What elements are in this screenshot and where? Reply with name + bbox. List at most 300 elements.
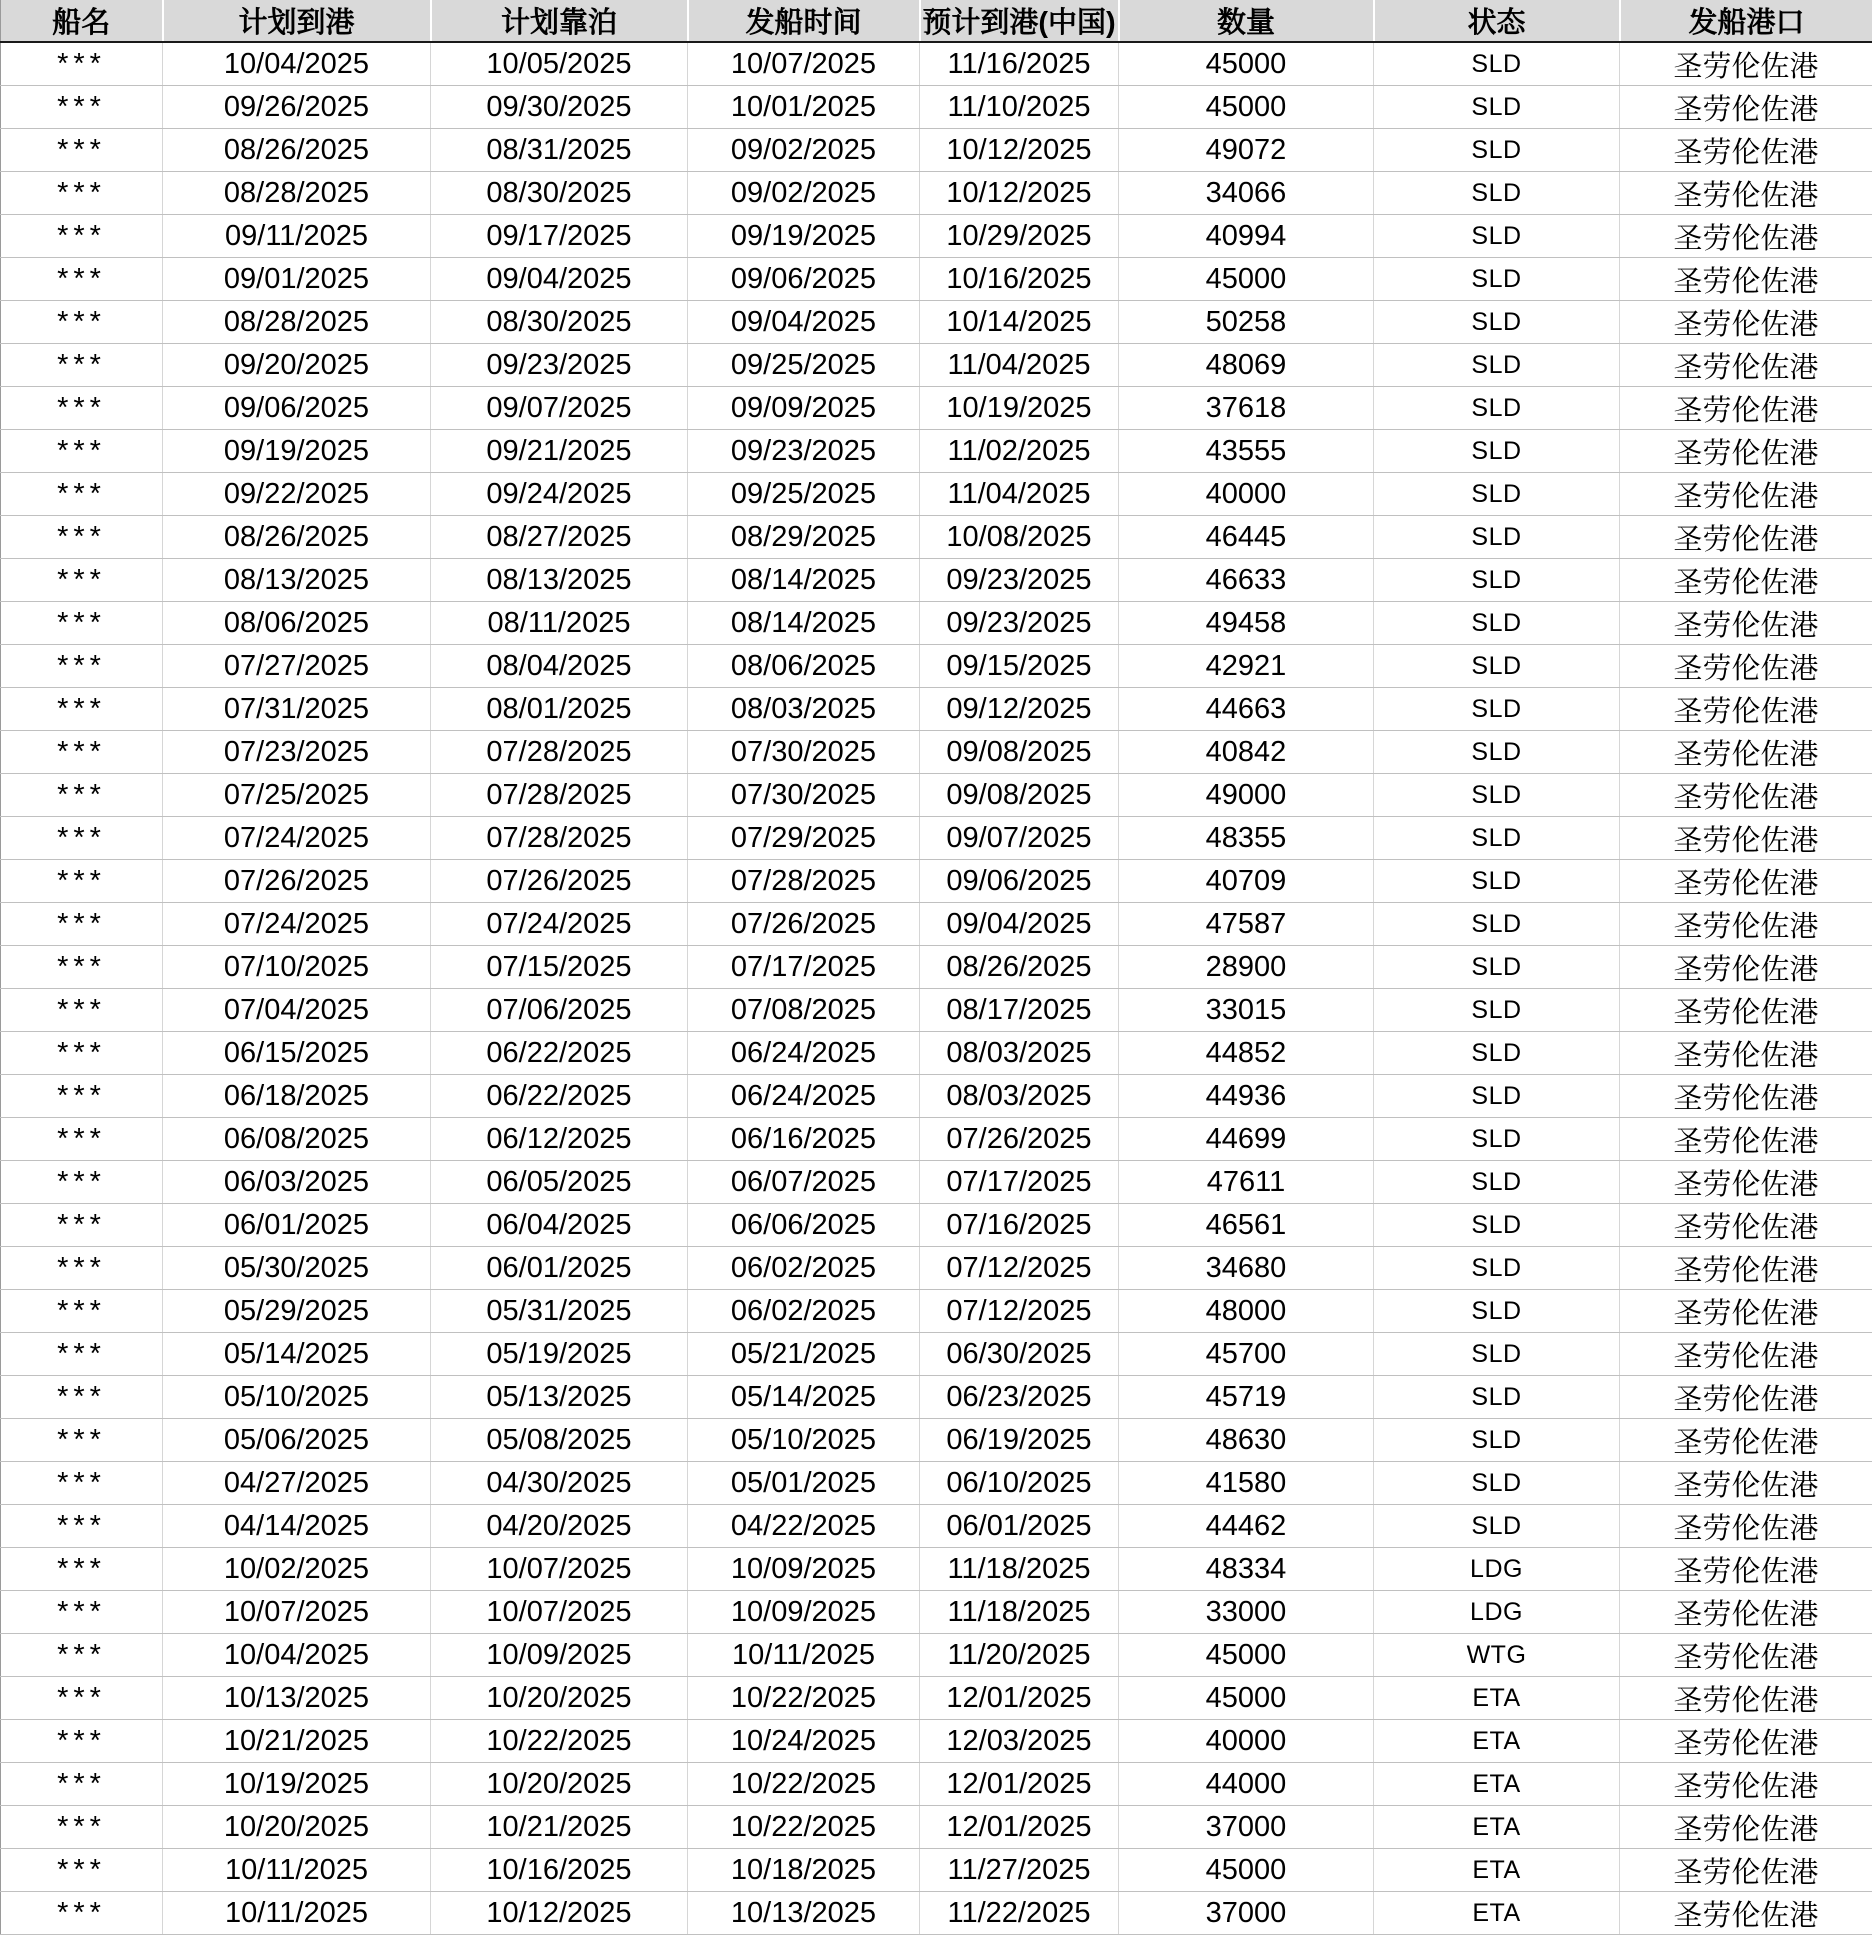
cell-ship[interactable]: *** bbox=[1, 1290, 163, 1333]
cell-ship[interactable]: *** bbox=[1, 258, 163, 301]
cell-ship[interactable]: *** bbox=[1, 1634, 163, 1677]
cell-planned-arrival[interactable]: 10/11/2025 bbox=[163, 1849, 431, 1892]
cell-departure-time[interactable]: 08/06/2025 bbox=[688, 645, 920, 688]
cell-departure-port[interactable]: 圣劳伦佐港 bbox=[1620, 1075, 1872, 1118]
cell-status[interactable]: LDG bbox=[1374, 1591, 1620, 1634]
cell-planned-berth[interactable]: 06/01/2025 bbox=[431, 1247, 688, 1290]
cell-eta-china[interactable]: 11/10/2025 bbox=[920, 86, 1119, 129]
cell-ship[interactable]: *** bbox=[1, 1591, 163, 1634]
cell-status[interactable]: SLD bbox=[1374, 473, 1620, 516]
cell-status[interactable]: SLD bbox=[1374, 516, 1620, 559]
cell-planned-berth[interactable]: 08/11/2025 bbox=[431, 602, 688, 645]
cell-ship[interactable]: *** bbox=[1, 430, 163, 473]
cell-planned-berth[interactable]: 08/31/2025 bbox=[431, 129, 688, 172]
cell-departure-port[interactable]: 圣劳伦佐港 bbox=[1620, 774, 1872, 817]
cell-quantity[interactable]: 46445 bbox=[1119, 516, 1374, 559]
cell-ship[interactable]: *** bbox=[1, 344, 163, 387]
cell-status[interactable]: SLD bbox=[1374, 172, 1620, 215]
cell-planned-arrival[interactable]: 08/28/2025 bbox=[163, 172, 431, 215]
cell-departure-port[interactable]: 圣劳伦佐港 bbox=[1620, 86, 1872, 129]
cell-departure-time[interactable]: 09/25/2025 bbox=[688, 473, 920, 516]
cell-quantity[interactable]: 34066 bbox=[1119, 172, 1374, 215]
col-header-ship[interactable]: 船名 bbox=[1, 0, 163, 42]
cell-departure-port[interactable]: 圣劳伦佐港 bbox=[1620, 1118, 1872, 1161]
cell-planned-berth[interactable]: 09/30/2025 bbox=[431, 86, 688, 129]
cell-planned-arrival[interactable]: 10/11/2025 bbox=[163, 1892, 431, 1935]
cell-ship[interactable]: *** bbox=[1, 301, 163, 344]
cell-quantity[interactable]: 40994 bbox=[1119, 215, 1374, 258]
cell-planned-arrival[interactable]: 05/30/2025 bbox=[163, 1247, 431, 1290]
cell-ship[interactable]: *** bbox=[1, 1806, 163, 1849]
cell-ship[interactable]: *** bbox=[1, 1204, 163, 1247]
cell-quantity[interactable]: 47611 bbox=[1119, 1161, 1374, 1204]
cell-planned-arrival[interactable]: 07/27/2025 bbox=[163, 645, 431, 688]
cell-quantity[interactable]: 40000 bbox=[1119, 473, 1374, 516]
cell-status[interactable]: SLD bbox=[1374, 430, 1620, 473]
cell-departure-time[interactable]: 09/19/2025 bbox=[688, 215, 920, 258]
cell-eta-china[interactable]: 12/01/2025 bbox=[920, 1763, 1119, 1806]
cell-status[interactable]: SLD bbox=[1374, 344, 1620, 387]
cell-eta-china[interactable]: 07/17/2025 bbox=[920, 1161, 1119, 1204]
cell-planned-berth[interactable]: 09/21/2025 bbox=[431, 430, 688, 473]
cell-planned-berth[interactable]: 08/30/2025 bbox=[431, 172, 688, 215]
cell-departure-port[interactable]: 圣劳伦佐港 bbox=[1620, 1333, 1872, 1376]
cell-ship[interactable]: *** bbox=[1, 817, 163, 860]
cell-departure-port[interactable]: 圣劳伦佐港 bbox=[1620, 258, 1872, 301]
cell-quantity[interactable]: 46561 bbox=[1119, 1204, 1374, 1247]
cell-planned-berth[interactable]: 06/04/2025 bbox=[431, 1204, 688, 1247]
cell-departure-port[interactable]: 圣劳伦佐港 bbox=[1620, 301, 1872, 344]
cell-eta-china[interactable]: 11/20/2025 bbox=[920, 1634, 1119, 1677]
cell-eta-china[interactable]: 12/01/2025 bbox=[920, 1806, 1119, 1849]
cell-status[interactable]: SLD bbox=[1374, 215, 1620, 258]
cell-quantity[interactable]: 48000 bbox=[1119, 1290, 1374, 1333]
cell-departure-time[interactable]: 05/21/2025 bbox=[688, 1333, 920, 1376]
cell-eta-china[interactable]: 08/26/2025 bbox=[920, 946, 1119, 989]
cell-planned-berth[interactable]: 04/20/2025 bbox=[431, 1505, 688, 1548]
cell-ship[interactable]: *** bbox=[1, 946, 163, 989]
cell-departure-port[interactable]: 圣劳伦佐港 bbox=[1620, 817, 1872, 860]
cell-planned-berth[interactable]: 10/09/2025 bbox=[431, 1634, 688, 1677]
cell-planned-berth[interactable]: 08/13/2025 bbox=[431, 559, 688, 602]
cell-planned-berth[interactable]: 05/31/2025 bbox=[431, 1290, 688, 1333]
cell-quantity[interactable]: 44852 bbox=[1119, 1032, 1374, 1075]
cell-ship[interactable]: *** bbox=[1, 1763, 163, 1806]
cell-ship[interactable]: *** bbox=[1, 860, 163, 903]
cell-planned-arrival[interactable]: 07/24/2025 bbox=[163, 817, 431, 860]
cell-ship[interactable]: *** bbox=[1, 1505, 163, 1548]
cell-departure-time[interactable]: 10/22/2025 bbox=[688, 1763, 920, 1806]
cell-departure-time[interactable]: 09/25/2025 bbox=[688, 344, 920, 387]
cell-planned-berth[interactable]: 05/13/2025 bbox=[431, 1376, 688, 1419]
cell-ship[interactable]: *** bbox=[1, 172, 163, 215]
cell-quantity[interactable]: 45000 bbox=[1119, 86, 1374, 129]
cell-planned-arrival[interactable]: 05/14/2025 bbox=[163, 1333, 431, 1376]
cell-ship[interactable]: *** bbox=[1, 989, 163, 1032]
cell-status[interactable]: ETA bbox=[1374, 1677, 1620, 1720]
col-header-departure-time[interactable]: 发船时间 bbox=[688, 0, 920, 42]
cell-planned-arrival[interactable]: 10/13/2025 bbox=[163, 1677, 431, 1720]
cell-ship[interactable]: *** bbox=[1, 1333, 163, 1376]
cell-departure-port[interactable]: 圣劳伦佐港 bbox=[1620, 172, 1872, 215]
cell-ship[interactable]: *** bbox=[1, 1376, 163, 1419]
cell-departure-time[interactable]: 05/01/2025 bbox=[688, 1462, 920, 1505]
cell-departure-time[interactable]: 07/08/2025 bbox=[688, 989, 920, 1032]
cell-quantity[interactable]: 45000 bbox=[1119, 1677, 1374, 1720]
cell-eta-china[interactable]: 10/29/2025 bbox=[920, 215, 1119, 258]
cell-planned-berth[interactable]: 08/30/2025 bbox=[431, 301, 688, 344]
cell-status[interactable]: SLD bbox=[1374, 1419, 1620, 1462]
cell-ship[interactable]: *** bbox=[1, 1462, 163, 1505]
cell-eta-china[interactable]: 09/06/2025 bbox=[920, 860, 1119, 903]
cell-departure-time[interactable]: 10/22/2025 bbox=[688, 1806, 920, 1849]
cell-planned-arrival[interactable]: 09/06/2025 bbox=[163, 387, 431, 430]
cell-eta-china[interactable]: 12/01/2025 bbox=[920, 1677, 1119, 1720]
cell-planned-arrival[interactable]: 08/26/2025 bbox=[163, 516, 431, 559]
cell-quantity[interactable]: 45000 bbox=[1119, 42, 1374, 86]
cell-eta-china[interactable]: 11/16/2025 bbox=[920, 42, 1119, 86]
cell-departure-time[interactable]: 09/02/2025 bbox=[688, 129, 920, 172]
cell-departure-port[interactable]: 圣劳伦佐港 bbox=[1620, 1032, 1872, 1075]
cell-departure-time[interactable]: 07/30/2025 bbox=[688, 731, 920, 774]
cell-status[interactable]: SLD bbox=[1374, 860, 1620, 903]
cell-departure-port[interactable]: 圣劳伦佐港 bbox=[1620, 688, 1872, 731]
cell-ship[interactable]: *** bbox=[1, 1720, 163, 1763]
cell-eta-china[interactable]: 09/23/2025 bbox=[920, 602, 1119, 645]
cell-planned-berth[interactable]: 06/22/2025 bbox=[431, 1075, 688, 1118]
cell-eta-china[interactable]: 09/12/2025 bbox=[920, 688, 1119, 731]
cell-ship[interactable]: *** bbox=[1, 42, 163, 86]
cell-planned-arrival[interactable]: 04/14/2025 bbox=[163, 1505, 431, 1548]
cell-departure-port[interactable]: 圣劳伦佐港 bbox=[1620, 1892, 1872, 1935]
cell-planned-arrival[interactable]: 04/27/2025 bbox=[163, 1462, 431, 1505]
cell-status[interactable]: SLD bbox=[1374, 903, 1620, 946]
cell-ship[interactable]: *** bbox=[1, 602, 163, 645]
cell-departure-port[interactable]: 圣劳伦佐港 bbox=[1620, 1634, 1872, 1677]
cell-status[interactable]: SLD bbox=[1374, 989, 1620, 1032]
cell-planned-berth[interactable]: 10/12/2025 bbox=[431, 1892, 688, 1935]
cell-ship[interactable]: *** bbox=[1, 129, 163, 172]
cell-eta-china[interactable]: 08/17/2025 bbox=[920, 989, 1119, 1032]
cell-departure-port[interactable]: 圣劳伦佐港 bbox=[1620, 1548, 1872, 1591]
cell-departure-port[interactable]: 圣劳伦佐港 bbox=[1620, 1247, 1872, 1290]
cell-planned-berth[interactable]: 07/28/2025 bbox=[431, 731, 688, 774]
cell-departure-port[interactable]: 圣劳伦佐港 bbox=[1620, 1806, 1872, 1849]
cell-status[interactable]: SLD bbox=[1374, 559, 1620, 602]
cell-ship[interactable]: *** bbox=[1, 215, 163, 258]
cell-quantity[interactable]: 48334 bbox=[1119, 1548, 1374, 1591]
cell-eta-china[interactable]: 06/10/2025 bbox=[920, 1462, 1119, 1505]
cell-departure-time[interactable]: 10/07/2025 bbox=[688, 42, 920, 86]
cell-ship[interactable]: *** bbox=[1, 1548, 163, 1591]
cell-departure-time[interactable]: 06/16/2025 bbox=[688, 1118, 920, 1161]
cell-quantity[interactable]: 28900 bbox=[1119, 946, 1374, 989]
cell-departure-time[interactable]: 09/23/2025 bbox=[688, 430, 920, 473]
cell-quantity[interactable]: 48069 bbox=[1119, 344, 1374, 387]
cell-status[interactable]: SLD bbox=[1374, 602, 1620, 645]
cell-ship[interactable]: *** bbox=[1, 1677, 163, 1720]
cell-planned-berth[interactable]: 10/05/2025 bbox=[431, 42, 688, 86]
cell-quantity[interactable]: 46633 bbox=[1119, 559, 1374, 602]
cell-ship[interactable]: *** bbox=[1, 516, 163, 559]
cell-planned-berth[interactable]: 05/19/2025 bbox=[431, 1333, 688, 1376]
cell-eta-china[interactable]: 10/08/2025 bbox=[920, 516, 1119, 559]
cell-departure-time[interactable]: 10/01/2025 bbox=[688, 86, 920, 129]
col-header-planned-berth[interactable]: 计划靠泊 bbox=[431, 0, 688, 42]
cell-status[interactable]: SLD bbox=[1374, 387, 1620, 430]
cell-departure-port[interactable]: 圣劳伦佐港 bbox=[1620, 1677, 1872, 1720]
cell-quantity[interactable]: 45000 bbox=[1119, 1634, 1374, 1677]
cell-ship[interactable]: *** bbox=[1, 559, 163, 602]
cell-departure-port[interactable]: 圣劳伦佐港 bbox=[1620, 1505, 1872, 1548]
cell-eta-china[interactable]: 11/18/2025 bbox=[920, 1591, 1119, 1634]
cell-quantity[interactable]: 44699 bbox=[1119, 1118, 1374, 1161]
cell-departure-time[interactable]: 08/14/2025 bbox=[688, 559, 920, 602]
cell-status[interactable]: SLD bbox=[1374, 301, 1620, 344]
cell-eta-china[interactable]: 08/03/2025 bbox=[920, 1075, 1119, 1118]
cell-quantity[interactable]: 49458 bbox=[1119, 602, 1374, 645]
cell-planned-arrival[interactable]: 07/23/2025 bbox=[163, 731, 431, 774]
cell-eta-china[interactable]: 11/22/2025 bbox=[920, 1892, 1119, 1935]
cell-status[interactable]: SLD bbox=[1374, 688, 1620, 731]
cell-status[interactable]: SLD bbox=[1374, 1075, 1620, 1118]
cell-planned-arrival[interactable]: 05/06/2025 bbox=[163, 1419, 431, 1462]
cell-departure-time[interactable]: 04/22/2025 bbox=[688, 1505, 920, 1548]
cell-eta-china[interactable]: 07/12/2025 bbox=[920, 1247, 1119, 1290]
cell-status[interactable]: SLD bbox=[1374, 817, 1620, 860]
cell-status[interactable]: SLD bbox=[1374, 645, 1620, 688]
cell-planned-berth[interactable]: 07/15/2025 bbox=[431, 946, 688, 989]
cell-eta-china[interactable]: 11/04/2025 bbox=[920, 473, 1119, 516]
cell-quantity[interactable]: 45000 bbox=[1119, 1849, 1374, 1892]
cell-status[interactable]: SLD bbox=[1374, 42, 1620, 86]
cell-planned-arrival[interactable]: 08/06/2025 bbox=[163, 602, 431, 645]
cell-eta-china[interactable]: 11/27/2025 bbox=[920, 1849, 1119, 1892]
cell-departure-time[interactable]: 07/26/2025 bbox=[688, 903, 920, 946]
cell-ship[interactable]: *** bbox=[1, 774, 163, 817]
cell-planned-berth[interactable]: 09/17/2025 bbox=[431, 215, 688, 258]
cell-planned-arrival[interactable]: 10/21/2025 bbox=[163, 1720, 431, 1763]
cell-status[interactable]: SLD bbox=[1374, 1118, 1620, 1161]
col-header-eta-china[interactable]: 预计到港(中国) bbox=[920, 0, 1119, 42]
cell-eta-china[interactable]: 10/19/2025 bbox=[920, 387, 1119, 430]
cell-departure-port[interactable]: 圣劳伦佐港 bbox=[1620, 42, 1872, 86]
cell-quantity[interactable]: 37000 bbox=[1119, 1806, 1374, 1849]
cell-departure-time[interactable]: 08/14/2025 bbox=[688, 602, 920, 645]
cell-quantity[interactable]: 42921 bbox=[1119, 645, 1374, 688]
cell-departure-time[interactable]: 07/30/2025 bbox=[688, 774, 920, 817]
cell-planned-arrival[interactable]: 06/15/2025 bbox=[163, 1032, 431, 1075]
cell-status[interactable]: SLD bbox=[1374, 258, 1620, 301]
cell-planned-arrival[interactable]: 10/02/2025 bbox=[163, 1548, 431, 1591]
cell-ship[interactable]: *** bbox=[1, 688, 163, 731]
cell-planned-arrival[interactable]: 07/25/2025 bbox=[163, 774, 431, 817]
cell-departure-port[interactable]: 圣劳伦佐港 bbox=[1620, 1849, 1872, 1892]
cell-eta-china[interactable]: 09/04/2025 bbox=[920, 903, 1119, 946]
cell-departure-time[interactable]: 10/13/2025 bbox=[688, 1892, 920, 1935]
cell-quantity[interactable]: 40709 bbox=[1119, 860, 1374, 903]
cell-eta-china[interactable]: 10/12/2025 bbox=[920, 172, 1119, 215]
cell-departure-time[interactable]: 06/02/2025 bbox=[688, 1247, 920, 1290]
cell-status[interactable]: SLD bbox=[1374, 774, 1620, 817]
cell-departure-time[interactable]: 10/18/2025 bbox=[688, 1849, 920, 1892]
cell-ship[interactable]: *** bbox=[1, 1118, 163, 1161]
cell-planned-arrival[interactable]: 10/19/2025 bbox=[163, 1763, 431, 1806]
cell-eta-china[interactable]: 11/02/2025 bbox=[920, 430, 1119, 473]
cell-planned-berth[interactable]: 09/07/2025 bbox=[431, 387, 688, 430]
cell-departure-time[interactable]: 06/24/2025 bbox=[688, 1032, 920, 1075]
cell-departure-port[interactable]: 圣劳伦佐港 bbox=[1620, 215, 1872, 258]
cell-status[interactable]: WTG bbox=[1374, 1634, 1620, 1677]
cell-eta-china[interactable]: 10/12/2025 bbox=[920, 129, 1119, 172]
cell-departure-port[interactable]: 圣劳伦佐港 bbox=[1620, 1376, 1872, 1419]
cell-planned-arrival[interactable]: 07/26/2025 bbox=[163, 860, 431, 903]
cell-planned-berth[interactable]: 06/12/2025 bbox=[431, 1118, 688, 1161]
cell-departure-time[interactable]: 05/14/2025 bbox=[688, 1376, 920, 1419]
cell-ship[interactable]: *** bbox=[1, 645, 163, 688]
cell-planned-arrival[interactable]: 10/20/2025 bbox=[163, 1806, 431, 1849]
cell-planned-berth[interactable]: 04/30/2025 bbox=[431, 1462, 688, 1505]
cell-planned-arrival[interactable]: 07/24/2025 bbox=[163, 903, 431, 946]
cell-eta-china[interactable]: 06/01/2025 bbox=[920, 1505, 1119, 1548]
cell-quantity[interactable]: 44936 bbox=[1119, 1075, 1374, 1118]
cell-ship[interactable]: *** bbox=[1, 903, 163, 946]
cell-eta-china[interactable]: 06/19/2025 bbox=[920, 1419, 1119, 1462]
cell-planned-berth[interactable]: 10/07/2025 bbox=[431, 1548, 688, 1591]
cell-status[interactable]: SLD bbox=[1374, 86, 1620, 129]
cell-quantity[interactable]: 48630 bbox=[1119, 1419, 1374, 1462]
cell-quantity[interactable]: 40842 bbox=[1119, 731, 1374, 774]
cell-quantity[interactable]: 44663 bbox=[1119, 688, 1374, 731]
cell-departure-port[interactable]: 圣劳伦佐港 bbox=[1620, 989, 1872, 1032]
cell-departure-port[interactable]: 圣劳伦佐港 bbox=[1620, 602, 1872, 645]
cell-departure-port[interactable]: 圣劳伦佐港 bbox=[1620, 903, 1872, 946]
cell-departure-port[interactable]: 圣劳伦佐港 bbox=[1620, 1204, 1872, 1247]
cell-status[interactable]: SLD bbox=[1374, 1161, 1620, 1204]
cell-planned-arrival[interactable]: 09/19/2025 bbox=[163, 430, 431, 473]
cell-departure-port[interactable]: 圣劳伦佐港 bbox=[1620, 387, 1872, 430]
cell-departure-port[interactable]: 圣劳伦佐港 bbox=[1620, 860, 1872, 903]
cell-departure-time[interactable]: 06/24/2025 bbox=[688, 1075, 920, 1118]
cell-eta-china[interactable]: 09/15/2025 bbox=[920, 645, 1119, 688]
cell-departure-time[interactable]: 06/02/2025 bbox=[688, 1290, 920, 1333]
cell-departure-port[interactable]: 圣劳伦佐港 bbox=[1620, 516, 1872, 559]
cell-planned-berth[interactable]: 10/16/2025 bbox=[431, 1849, 688, 1892]
cell-departure-port[interactable]: 圣劳伦佐港 bbox=[1620, 430, 1872, 473]
cell-departure-port[interactable]: 圣劳伦佐港 bbox=[1620, 946, 1872, 989]
cell-status[interactable]: ETA bbox=[1374, 1892, 1620, 1935]
cell-ship[interactable]: *** bbox=[1, 1161, 163, 1204]
cell-planned-berth[interactable]: 07/28/2025 bbox=[431, 774, 688, 817]
cell-planned-arrival[interactable]: 10/04/2025 bbox=[163, 1634, 431, 1677]
cell-ship[interactable]: *** bbox=[1, 1419, 163, 1462]
cell-status[interactable]: SLD bbox=[1374, 1247, 1620, 1290]
cell-ship[interactable]: *** bbox=[1, 86, 163, 129]
cell-status[interactable]: ETA bbox=[1374, 1720, 1620, 1763]
cell-planned-arrival[interactable]: 09/26/2025 bbox=[163, 86, 431, 129]
cell-departure-port[interactable]: 圣劳伦佐港 bbox=[1620, 731, 1872, 774]
cell-planned-berth[interactable]: 09/23/2025 bbox=[431, 344, 688, 387]
cell-departure-time[interactable]: 09/09/2025 bbox=[688, 387, 920, 430]
cell-eta-china[interactable]: 06/23/2025 bbox=[920, 1376, 1119, 1419]
cell-ship[interactable]: *** bbox=[1, 387, 163, 430]
cell-ship[interactable]: *** bbox=[1, 1247, 163, 1290]
cell-departure-time[interactable]: 09/04/2025 bbox=[688, 301, 920, 344]
cell-planned-berth[interactable]: 05/08/2025 bbox=[431, 1419, 688, 1462]
cell-eta-china[interactable]: 09/23/2025 bbox=[920, 559, 1119, 602]
cell-planned-arrival[interactable]: 06/08/2025 bbox=[163, 1118, 431, 1161]
cell-quantity[interactable]: 33000 bbox=[1119, 1591, 1374, 1634]
cell-departure-port[interactable]: 圣劳伦佐港 bbox=[1620, 559, 1872, 602]
col-header-planned-arrival[interactable]: 计划到港 bbox=[163, 0, 431, 42]
cell-quantity[interactable]: 41580 bbox=[1119, 1462, 1374, 1505]
cell-planned-berth[interactable]: 09/24/2025 bbox=[431, 473, 688, 516]
cell-departure-time[interactable]: 08/29/2025 bbox=[688, 516, 920, 559]
cell-departure-time[interactable]: 08/03/2025 bbox=[688, 688, 920, 731]
cell-departure-time[interactable]: 10/11/2025 bbox=[688, 1634, 920, 1677]
cell-departure-port[interactable]: 圣劳伦佐港 bbox=[1620, 1462, 1872, 1505]
cell-eta-china[interactable]: 09/08/2025 bbox=[920, 731, 1119, 774]
cell-departure-port[interactable]: 圣劳伦佐港 bbox=[1620, 1763, 1872, 1806]
cell-departure-time[interactable]: 07/17/2025 bbox=[688, 946, 920, 989]
cell-status[interactable]: SLD bbox=[1374, 1204, 1620, 1247]
cell-quantity[interactable]: 44462 bbox=[1119, 1505, 1374, 1548]
cell-status[interactable]: ETA bbox=[1374, 1849, 1620, 1892]
cell-planned-berth[interactable]: 10/20/2025 bbox=[431, 1677, 688, 1720]
cell-status[interactable]: SLD bbox=[1374, 129, 1620, 172]
cell-planned-berth[interactable]: 08/01/2025 bbox=[431, 688, 688, 731]
cell-ship[interactable]: *** bbox=[1, 731, 163, 774]
cell-planned-berth[interactable]: 10/20/2025 bbox=[431, 1763, 688, 1806]
cell-status[interactable]: ETA bbox=[1374, 1763, 1620, 1806]
cell-departure-time[interactable]: 06/07/2025 bbox=[688, 1161, 920, 1204]
cell-eta-china[interactable]: 07/12/2025 bbox=[920, 1290, 1119, 1333]
cell-departure-time[interactable]: 10/22/2025 bbox=[688, 1677, 920, 1720]
cell-departure-time[interactable]: 10/24/2025 bbox=[688, 1720, 920, 1763]
cell-departure-time[interactable]: 07/29/2025 bbox=[688, 817, 920, 860]
cell-departure-time[interactable]: 10/09/2025 bbox=[688, 1548, 920, 1591]
cell-quantity[interactable]: 33015 bbox=[1119, 989, 1374, 1032]
cell-planned-berth[interactable]: 07/26/2025 bbox=[431, 860, 688, 903]
cell-quantity[interactable]: 43555 bbox=[1119, 430, 1374, 473]
cell-status[interactable]: SLD bbox=[1374, 1290, 1620, 1333]
cell-quantity[interactable]: 45700 bbox=[1119, 1333, 1374, 1376]
cell-planned-arrival[interactable]: 08/26/2025 bbox=[163, 129, 431, 172]
cell-planned-berth[interactable]: 07/28/2025 bbox=[431, 817, 688, 860]
cell-departure-time[interactable]: 09/02/2025 bbox=[688, 172, 920, 215]
cell-quantity[interactable]: 45000 bbox=[1119, 258, 1374, 301]
cell-planned-arrival[interactable]: 10/04/2025 bbox=[163, 42, 431, 86]
cell-planned-berth[interactable]: 07/24/2025 bbox=[431, 903, 688, 946]
cell-departure-time[interactable]: 10/09/2025 bbox=[688, 1591, 920, 1634]
cell-planned-berth[interactable]: 10/22/2025 bbox=[431, 1720, 688, 1763]
cell-planned-berth[interactable]: 06/22/2025 bbox=[431, 1032, 688, 1075]
cell-planned-berth[interactable]: 07/06/2025 bbox=[431, 989, 688, 1032]
cell-planned-arrival[interactable]: 09/20/2025 bbox=[163, 344, 431, 387]
cell-planned-arrival[interactable]: 09/11/2025 bbox=[163, 215, 431, 258]
cell-departure-time[interactable]: 06/06/2025 bbox=[688, 1204, 920, 1247]
cell-eta-china[interactable]: 09/07/2025 bbox=[920, 817, 1119, 860]
cell-planned-arrival[interactable]: 10/07/2025 bbox=[163, 1591, 431, 1634]
cell-planned-arrival[interactable]: 09/22/2025 bbox=[163, 473, 431, 516]
cell-departure-port[interactable]: 圣劳伦佐港 bbox=[1620, 344, 1872, 387]
cell-quantity[interactable]: 44000 bbox=[1119, 1763, 1374, 1806]
cell-planned-arrival[interactable]: 07/10/2025 bbox=[163, 946, 431, 989]
cell-planned-arrival[interactable]: 05/29/2025 bbox=[163, 1290, 431, 1333]
cell-departure-port[interactable]: 圣劳伦佐港 bbox=[1620, 1720, 1872, 1763]
cell-quantity[interactable]: 37618 bbox=[1119, 387, 1374, 430]
cell-quantity[interactable]: 48355 bbox=[1119, 817, 1374, 860]
